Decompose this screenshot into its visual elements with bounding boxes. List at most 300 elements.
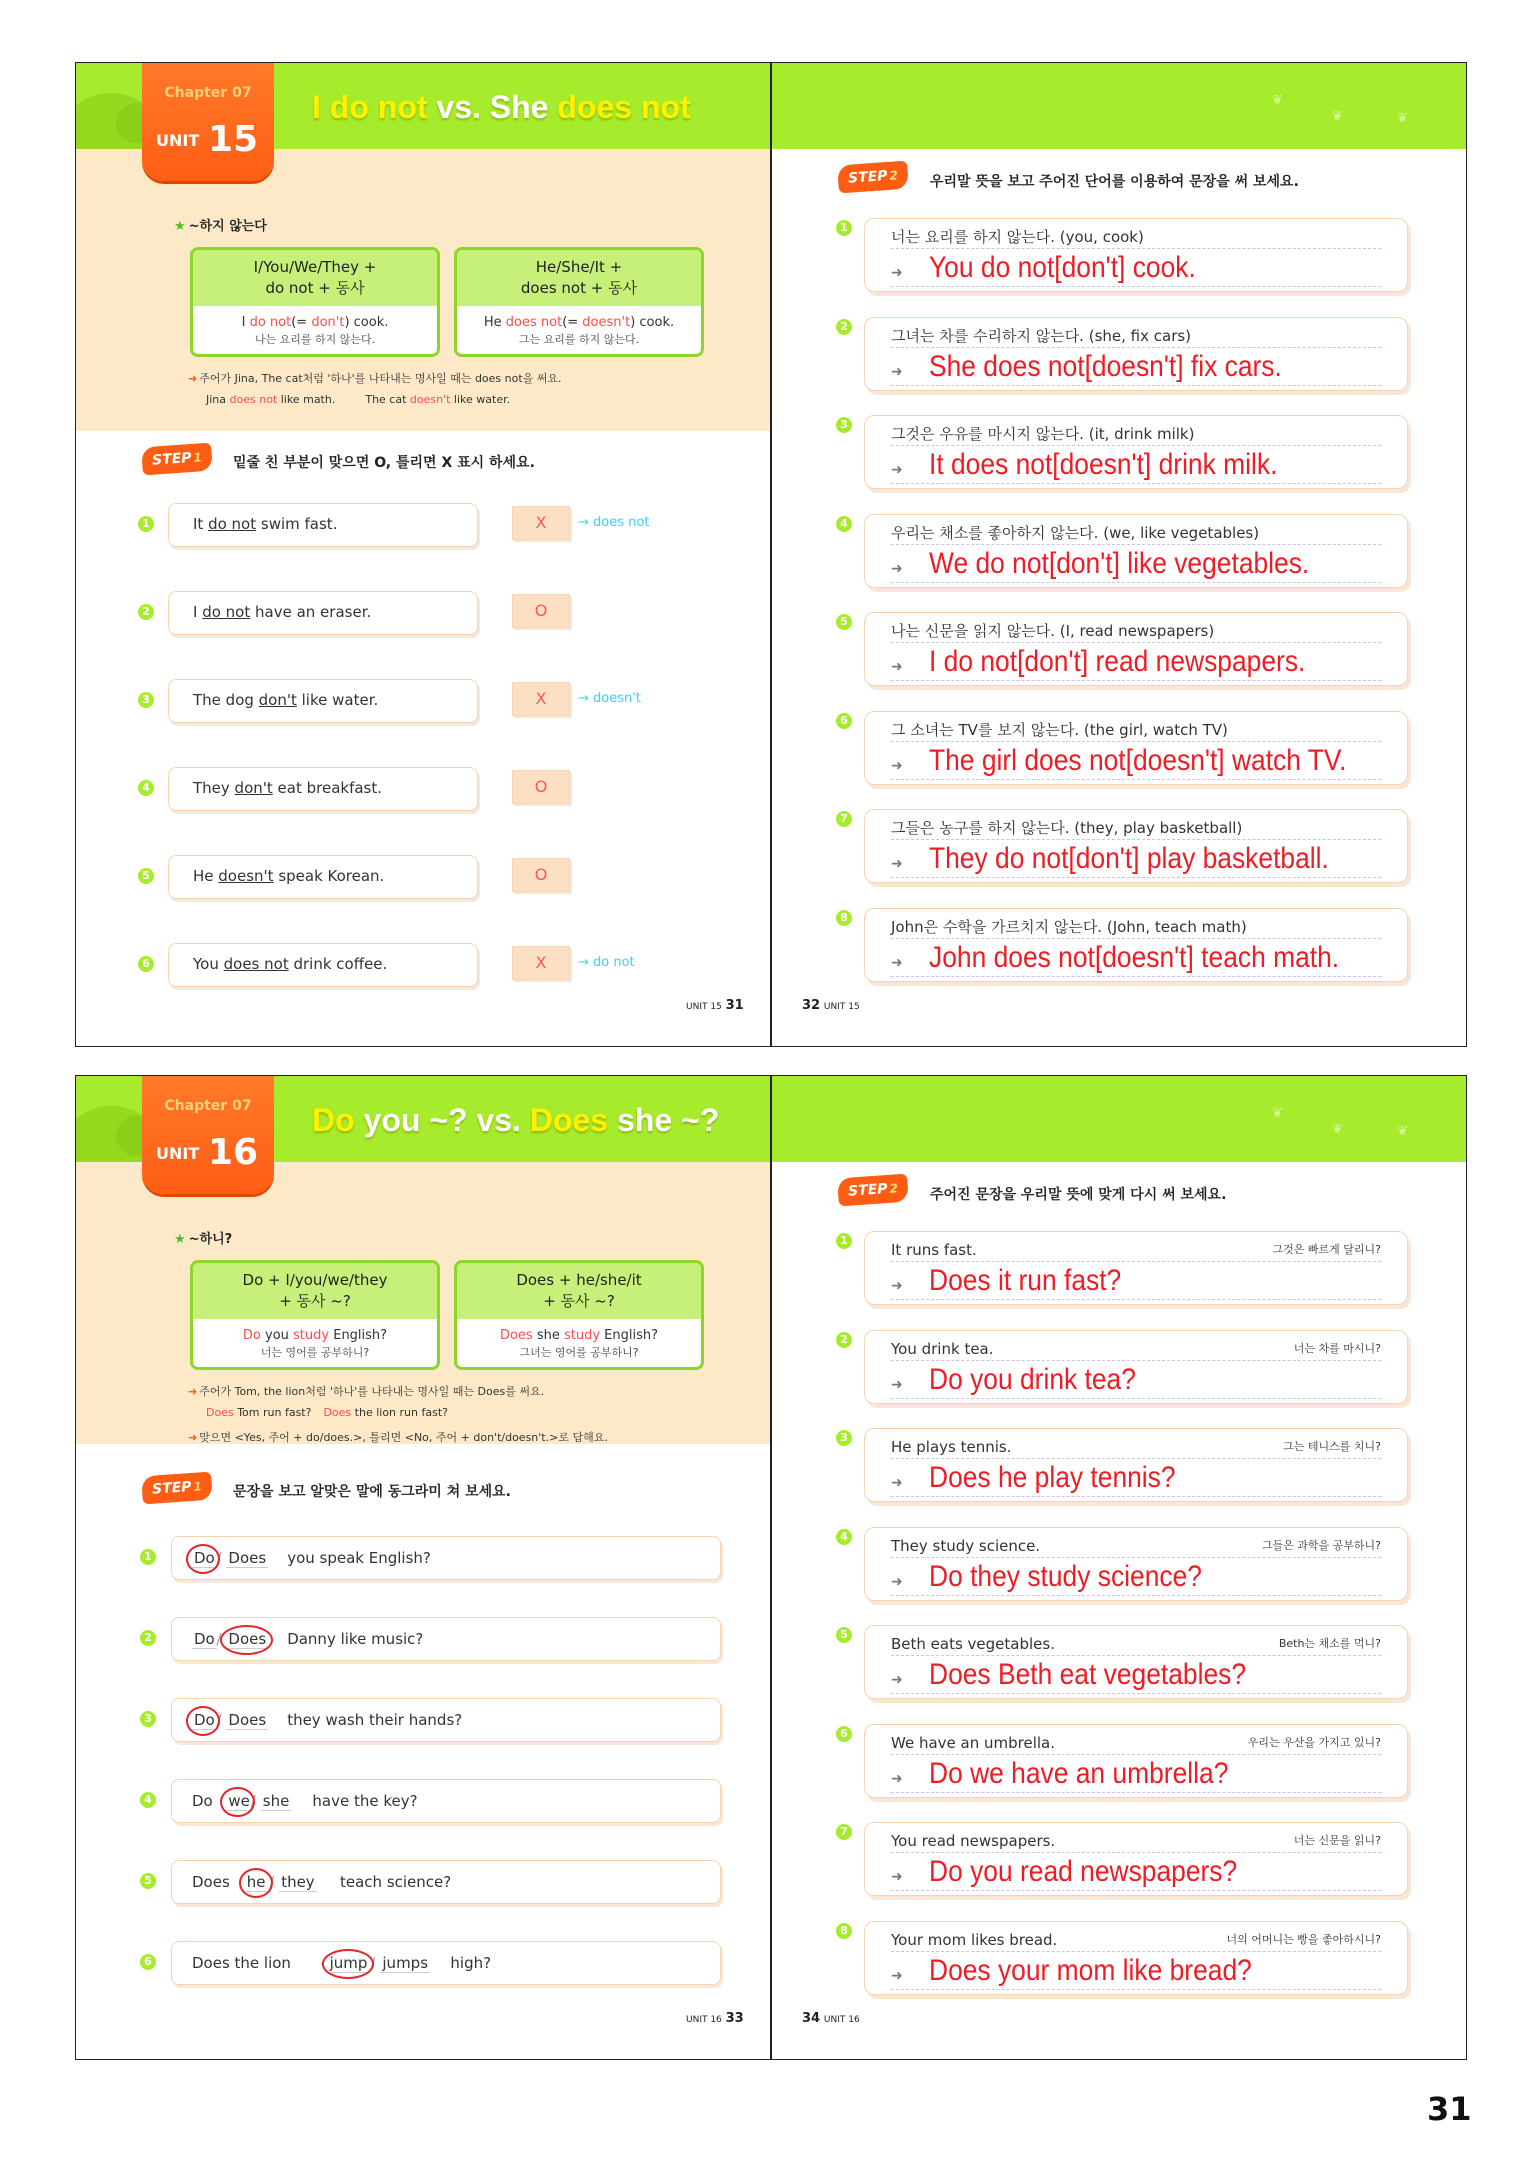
choice-slash: / <box>250 1792 256 1810</box>
step-label: STEP <box>151 1479 193 1498</box>
answer-line[interactable] <box>891 1559 1381 1596</box>
arrow-right-icon: ➜ <box>891 1869 903 1885</box>
ox-answer-box[interactable]: X <box>512 682 570 716</box>
handwritten-answer: They do not[don't] play basketball. <box>929 842 1329 875</box>
step-number: 2 <box>889 1181 899 1196</box>
prompt-line <box>891 619 1381 643</box>
answer-line[interactable] <box>891 1756 1381 1793</box>
prompt-text: You read newspapers. <box>891 1832 1056 1850</box>
grammar-note <box>188 370 562 386</box>
underlined-phrase: do not <box>208 515 257 533</box>
sentence-text: high? <box>450 1954 492 1972</box>
note-text: Jina <box>206 393 230 406</box>
example-text: doesn't <box>582 315 631 330</box>
answer-circle-mark <box>220 1625 273 1655</box>
star-icon: ★ <box>174 1232 186 1247</box>
number-bullet-icon: 8 <box>836 910 852 926</box>
prompt-line <box>891 1731 1381 1755</box>
footer-page-number: 34 <box>802 2011 821 2026</box>
arrow-right-icon: ➜ <box>188 372 198 385</box>
answer-line[interactable] <box>891 1855 1381 1891</box>
sentence-box <box>168 503 478 547</box>
handwritten-answer: Does your mom like bread? <box>929 1953 1252 1987</box>
step-badge <box>141 1472 213 1505</box>
sentence-text: have the key? <box>312 1792 418 1810</box>
answer-line[interactable] <box>891 1953 1381 1990</box>
number-bullet-icon: 6 <box>836 713 852 729</box>
number-bullet-icon: 7 <box>836 1824 852 1840</box>
prompt-line <box>891 816 1381 840</box>
example-text: study <box>293 1328 330 1343</box>
sentence-box <box>168 591 478 635</box>
example-text: English? <box>329 1328 388 1343</box>
leaf-decoration: ❦ <box>1332 109 1343 124</box>
grammar-note-examples <box>206 393 510 406</box>
prompt-text: John은 수학을 가르치지 않는다. (John, teach math) <box>891 917 1247 936</box>
handwritten-answer: Do you drink tea? <box>929 1362 1136 1396</box>
example-translation: 그는 요리를 하지 않는다. <box>518 333 640 346</box>
prompt-line <box>891 324 1381 348</box>
handwritten-answer: Does he play tennis? <box>929 1461 1176 1494</box>
page-title <box>312 89 691 126</box>
choice-slash: / <box>370 1954 376 1972</box>
answer-line[interactable] <box>891 251 1381 287</box>
sentence-text: you speak English? <box>287 1549 431 1567</box>
number-bullet-icon: 4 <box>836 1529 852 1545</box>
choice-slash: / <box>216 1711 222 1729</box>
korean-meaning: 그는 테니스를 치니? <box>1283 1440 1381 1453</box>
example-text: ) cook. <box>344 315 389 330</box>
prompt-text: They study science. <box>891 1536 1041 1555</box>
example-text: study <box>563 1328 601 1343</box>
title-part: she ~? <box>608 1102 720 1138</box>
arrow-right-icon: ➜ <box>891 757 903 774</box>
number-bullet-icon: 3 <box>836 1430 852 1446</box>
choice-option[interactable]: Do <box>194 1549 215 1567</box>
sentence-text: swim fast. <box>256 515 338 533</box>
footer-unit: UNIT 15 <box>823 1002 860 1012</box>
example-text: Do <box>242 1328 261 1343</box>
arrow-right-icon: ➜ <box>891 659 903 675</box>
arrow-right-icon: ➜ <box>891 1376 903 1393</box>
page-34 <box>772 1076 1466 2059</box>
sentence-box <box>168 943 478 987</box>
note-text: 맞으면 <Yes, 주어 + do/does.>, 틀리면 <No, 주어 + don't/doesn't.>로 답해요. <box>199 1431 608 1444</box>
prompt-text: It runs fast. <box>891 1241 977 1259</box>
sentence-text: drink coffee. <box>288 955 388 973</box>
choice-option[interactable]: Do <box>194 1630 215 1648</box>
number-bullet-icon: 8 <box>836 1923 852 1939</box>
number-bullet-icon: 6 <box>140 1954 156 1970</box>
prompt-line <box>891 225 1381 249</box>
arrow-right-icon: ➜ <box>891 1770 903 1787</box>
step-label: STEP <box>847 1181 889 1200</box>
prompt-text: You drink tea. <box>891 1339 994 1358</box>
number-bullet-icon: 2 <box>140 1630 156 1646</box>
prompt-line <box>891 422 1381 446</box>
sentence-text: have an eraser. <box>250 603 372 621</box>
answer-box <box>864 809 1408 883</box>
note-text: Tom run fast? <box>233 1406 312 1419</box>
spread-unit-16 <box>75 1075 1467 2060</box>
sentence-text: speak Korean. <box>273 867 385 885</box>
choice-option[interactable]: jumps <box>382 1954 429 1972</box>
choice-slash: / <box>216 1630 222 1648</box>
choice-option[interactable]: Does <box>228 1711 267 1729</box>
unit-label: UNIT <box>156 131 200 150</box>
example-text: Does <box>499 1328 533 1343</box>
answer-line[interactable] <box>891 842 1381 878</box>
choice-option[interactable]: Does <box>228 1630 267 1648</box>
number-bullet-icon: 6 <box>138 956 154 972</box>
sentence-text: Danny like music? <box>287 1630 424 1648</box>
answer-line[interactable] <box>891 448 1381 484</box>
answer-circle-mark <box>186 1706 220 1736</box>
example-text: (= <box>291 315 312 330</box>
page-title <box>312 1102 719 1139</box>
rule-text: does not + 동사 <box>520 279 638 297</box>
answer-box <box>864 1428 1408 1502</box>
answer-box <box>864 1231 1408 1305</box>
header-banner <box>772 63 1466 149</box>
handwritten-answer: I do not[don't] read newspapers. <box>929 645 1306 678</box>
number-bullet-icon: 4 <box>836 516 852 532</box>
sentence-text: Does <box>192 1873 230 1891</box>
note-text: 주어가 Tom, the lion처럼 '하나'를 나타내는 명사일 때는 Does를 써요. <box>199 1385 545 1398</box>
rule-text: do not + 동사 <box>265 279 365 297</box>
chapter-tab <box>142 1076 274 1194</box>
handwritten-answer: We do not[don't] like vegetables. <box>929 546 1310 580</box>
step-number: 2 <box>889 168 899 183</box>
answer-box <box>864 711 1408 785</box>
rule-box-does-not <box>454 247 704 357</box>
answer-line[interactable] <box>891 1461 1381 1497</box>
page-footer <box>802 998 860 1013</box>
answer-line[interactable] <box>891 743 1381 780</box>
answer-line[interactable] <box>891 645 1381 681</box>
arrow-right-icon: ➜ <box>891 1278 903 1294</box>
arrow-right-icon: ➜ <box>891 1475 903 1491</box>
example-translation: 나는 요리를 하지 않는다. <box>254 333 376 346</box>
answer-box <box>864 1921 1408 1995</box>
prompt-line <box>891 1534 1381 1558</box>
footer-page-number: 33 <box>725 2011 744 2026</box>
step-label: STEP <box>847 168 889 187</box>
answer-box <box>864 1822 1408 1896</box>
chapter-tab <box>142 63 274 181</box>
answer-box <box>864 612 1408 686</box>
handwritten-answer: Do they study science? <box>929 1559 1202 1593</box>
chapter-label: Chapter 07 <box>164 85 252 101</box>
answer-box <box>864 1527 1408 1601</box>
chapter-label: Chapter 07 <box>164 1098 252 1114</box>
number-bullet-icon: 5 <box>138 868 154 884</box>
choice-option[interactable]: they <box>281 1873 315 1891</box>
arrow-right-icon: ➜ <box>891 265 903 281</box>
sentence-text: Does the lion <box>192 1954 291 1972</box>
rule-text: Do + I/you/we/they <box>242 1271 388 1289</box>
korean-meaning: 우리는 우산을 가지고 있니? <box>1247 1735 1381 1749</box>
page-footer <box>802 2011 860 2026</box>
section-heading <box>174 215 267 234</box>
answer-circle-mark <box>322 1949 375 1979</box>
unit-number: 16 <box>208 1132 259 1173</box>
answer-line[interactable] <box>891 1264 1381 1300</box>
arrow-right-icon: ➜ <box>891 560 903 577</box>
arrow-right-icon: ➜ <box>891 1573 903 1590</box>
step-label: STEP <box>151 450 193 469</box>
ox-answer-box[interactable]: O <box>512 594 570 628</box>
prompt-text: He plays tennis. <box>891 1438 1012 1456</box>
footer-unit: UNIT 16 <box>823 2015 860 2025</box>
rule-box-does <box>454 1260 704 1370</box>
answer-circle-mark <box>186 1544 220 1574</box>
page-33 <box>76 1076 770 2059</box>
step-instruction: 문장을 보고 알맞은 말에 동그라미 쳐 보세요. <box>233 1484 511 1500</box>
header-banner <box>772 1076 1466 1162</box>
rule-box-do <box>190 1260 440 1370</box>
choice-sentence-box <box>171 1617 721 1661</box>
ox-answer-box[interactable]: O <box>512 770 570 804</box>
korean-meaning: 너는 차를 마시니? <box>1293 1341 1381 1355</box>
number-bullet-icon: 1 <box>140 1549 156 1565</box>
prompt-text: 우리는 채소를 좋아하지 않는다. (we, like vegetables) <box>891 523 1260 542</box>
prompt-text: 너는 요리를 하지 않는다. (you, cook) <box>891 228 1144 246</box>
number-bullet-icon: 1 <box>836 220 852 236</box>
prompt-text: Your mom likes bread. <box>891 1930 1058 1949</box>
sentence-text: It <box>193 515 209 533</box>
sentence-text: You <box>193 955 224 973</box>
prompt-line <box>891 521 1381 545</box>
number-bullet-icon: 4 <box>138 780 154 796</box>
prompt-line <box>891 1632 1381 1656</box>
choice-option[interactable]: Does <box>228 1549 267 1567</box>
section-heading-text: ~하니? <box>188 1232 233 1247</box>
answer-circle-mark <box>239 1868 273 1898</box>
underlined-phrase: do not <box>202 603 251 621</box>
section-heading <box>174 1228 232 1247</box>
footer-page-number: 31 <box>725 998 744 1013</box>
arrow-right-icon: ➜ <box>891 363 903 380</box>
prompt-text: 그 소녀는 TV를 보지 않는다. (the girl, watch TV) <box>891 720 1228 739</box>
number-bullet-icon: 6 <box>836 1726 852 1742</box>
answer-box <box>864 218 1408 292</box>
leaf-decoration: ❦ <box>1397 1124 1408 1139</box>
choice-option[interactable]: she <box>262 1792 290 1810</box>
handwritten-answer: Does it run fast? <box>929 1264 1122 1297</box>
prompt-line <box>891 915 1381 939</box>
title-part: vs. She <box>427 89 558 125</box>
handwritten-answer: Do we have an umbrella? <box>929 1756 1229 1790</box>
choice-slash: / <box>269 1873 275 1891</box>
example-translation: 너는 영어를 공부하니? <box>260 1346 370 1359</box>
ox-answer-box[interactable]: X <box>512 506 570 540</box>
number-bullet-icon: 5 <box>140 1873 156 1889</box>
prompt-text: We have an umbrella. <box>891 1733 1055 1752</box>
korean-meaning: 너의 어머니는 빵을 좋아하시니? <box>1226 1932 1381 1946</box>
choice-sentence-box <box>171 1941 721 1985</box>
note-text: the lion run fast? <box>351 1406 448 1419</box>
leaf-decoration: ❦ <box>1272 93 1283 108</box>
answer-line[interactable] <box>891 546 1381 583</box>
answer-box <box>864 1625 1408 1699</box>
rule-text: I/You/We/They + <box>253 258 377 276</box>
korean-meaning: 그것은 빠르게 달리니? <box>1272 1243 1381 1256</box>
underlined-phrase: does not <box>223 955 289 973</box>
answer-circle-mark <box>220 1787 254 1817</box>
sentence-text: Do <box>192 1792 213 1810</box>
note-text: The cat <box>365 393 410 406</box>
rule-text: + 동사 ~? <box>279 1292 351 1310</box>
grammar-note <box>188 1383 544 1399</box>
korean-meaning: 그들은 과학을 공부하니? <box>1261 1538 1381 1552</box>
leaf-decoration: ❦ <box>1397 111 1408 126</box>
correction-text: → do not <box>578 955 635 970</box>
step-number: 1 <box>193 450 203 465</box>
answer-line[interactable] <box>891 940 1381 977</box>
example-text: ) cook. <box>630 315 675 330</box>
leaf-decoration: ❦ <box>1272 1106 1283 1121</box>
number-bullet-icon: 5 <box>836 1627 852 1643</box>
answer-box <box>864 317 1408 391</box>
choice-sentence-box <box>171 1698 721 1742</box>
choice-option[interactable]: we <box>228 1792 250 1810</box>
sentence-box <box>168 855 478 899</box>
example-text: don't <box>311 315 345 330</box>
example-text: she <box>532 1328 564 1343</box>
step-badge <box>837 161 909 194</box>
page-number: 31 <box>1427 2090 1472 2128</box>
prompt-line <box>891 1435 1381 1459</box>
rule-text: He/She/It + <box>535 258 623 276</box>
number-bullet-icon: 3 <box>138 692 154 708</box>
correction-text: → doesn't <box>578 691 641 706</box>
handwritten-answer: John does not[doesn't] teach math. <box>929 940 1340 974</box>
title-part: you ~? vs. <box>354 1102 530 1138</box>
choice-option[interactable]: jump <box>329 1954 368 1972</box>
sentence-box <box>168 679 478 723</box>
step-instruction: 밑줄 친 부분이 맞으면 O, 틀리면 X 표시 하세요. <box>233 455 535 471</box>
grammar-note-examples <box>206 1406 448 1419</box>
answer-line[interactable] <box>891 1658 1381 1694</box>
example-text: He <box>483 315 506 330</box>
number-bullet-icon: 4 <box>140 1792 156 1808</box>
choice-option[interactable]: he <box>246 1873 266 1891</box>
step-instruction: 주어진 문장을 우리말 뜻에 맞게 다시 써 보세요. <box>930 1187 1227 1203</box>
title-part: Do <box>312 1102 355 1138</box>
arrow-right-icon: ➜ <box>891 954 903 971</box>
note-text: does not <box>229 393 278 406</box>
korean-meaning: 너는 신문을 읽니? <box>1293 1834 1381 1847</box>
note-text: Does <box>206 1406 234 1419</box>
prompt-line <box>891 1829 1381 1853</box>
footer-page-number: 32 <box>802 998 821 1013</box>
footer-unit: UNIT 15 <box>686 1002 722 1012</box>
sentence-text: The dog <box>193 691 259 709</box>
correction-text: → does not <box>578 515 650 530</box>
prompt-line <box>891 718 1381 742</box>
title-part: I do not <box>312 89 428 125</box>
answer-box <box>864 908 1408 982</box>
prompt-text: 그녀는 차를 수리하지 않는다. (she, fix cars) <box>891 326 1192 345</box>
step-number: 1 <box>193 1479 203 1494</box>
title-part: Does <box>529 1102 609 1138</box>
sentence-box <box>168 767 478 811</box>
arrow-right-icon: ➜ <box>891 462 903 478</box>
example-text: you <box>260 1328 294 1343</box>
rule-box-do-not <box>190 247 440 357</box>
choice-slash: / <box>216 1549 222 1567</box>
rule-text: + 동사 ~? <box>543 1292 615 1310</box>
choice-option[interactable]: Do <box>194 1711 215 1729</box>
arrow-right-icon: ➜ <box>891 1967 903 1984</box>
unit-number: 15 <box>208 119 259 160</box>
step-instruction: 우리말 뜻을 보고 주어진 단어를 이용하여 문장을 써 보세요. <box>930 174 1299 190</box>
number-bullet-icon: 7 <box>836 811 852 827</box>
example-text: I <box>241 315 250 330</box>
answer-box <box>864 1724 1408 1798</box>
page-footer <box>686 2011 744 2026</box>
number-bullet-icon: 2 <box>836 319 852 335</box>
page-31 <box>76 63 770 1046</box>
unit-label: UNIT <box>156 1144 200 1163</box>
page-footer <box>686 998 744 1013</box>
prompt-text: 나는 신문을 읽지 않는다. (I, read newspapers) <box>891 622 1215 640</box>
ox-answer-box[interactable]: O <box>512 858 570 892</box>
number-bullet-icon: 2 <box>836 1332 852 1348</box>
arrow-right-icon: ➜ <box>891 856 903 872</box>
choice-sentence-box <box>171 1779 721 1823</box>
step-badge <box>141 443 213 476</box>
prompt-line <box>891 1337 1381 1361</box>
answer-line[interactable] <box>891 1362 1381 1399</box>
handwritten-answer: The girl does not[doesn't] watch TV. <box>929 743 1347 777</box>
example-text: does not <box>505 315 563 330</box>
underlined-phrase: don't <box>234 779 273 797</box>
sentence-text: eat breakfast. <box>272 779 383 797</box>
answer-box <box>864 1330 1408 1404</box>
sentence-text: I <box>193 603 203 621</box>
spread-unit-15 <box>75 62 1467 1047</box>
prompt-text: 그것은 우유를 마시지 않는다. (it, drink milk) <box>891 425 1195 443</box>
prompt-line <box>891 1928 1381 1952</box>
leaf-decoration: ❦ <box>1332 1122 1343 1137</box>
handwritten-answer: She does not[doesn't] fix cars. <box>929 349 1282 383</box>
section-heading-text: ~하지 않는다 <box>188 219 267 234</box>
number-bullet-icon: 3 <box>140 1711 156 1727</box>
number-bullet-icon: 1 <box>138 516 154 532</box>
handwritten-answer: You do not[don't] cook. <box>929 251 1196 284</box>
sentence-text: teach science? <box>340 1873 452 1891</box>
answer-box <box>864 415 1408 489</box>
step-badge <box>837 1174 909 1207</box>
handwritten-answer: Do you read newspapers? <box>929 1855 1238 1888</box>
sentence-text: like water. <box>296 691 379 709</box>
arrow-right-icon: ➜ <box>891 1672 903 1688</box>
answer-line[interactable] <box>891 349 1381 386</box>
prompt-text: Beth eats vegetables. <box>891 1635 1055 1653</box>
sentence-text: They <box>193 779 235 797</box>
note-text: Does <box>323 1406 352 1419</box>
underlined-phrase: doesn't <box>218 867 274 885</box>
example-text: English? <box>600 1328 659 1343</box>
footer-unit: UNIT 16 <box>686 2015 722 2025</box>
example-translation: 그녀는 영어를 공부하니? <box>519 1346 639 1359</box>
note-text: like math. <box>277 393 336 406</box>
handwritten-answer: It does not[doesn't] drink milk. <box>929 448 1278 481</box>
number-bullet-icon: 2 <box>138 604 154 620</box>
ox-answer-box[interactable]: X <box>512 946 570 980</box>
